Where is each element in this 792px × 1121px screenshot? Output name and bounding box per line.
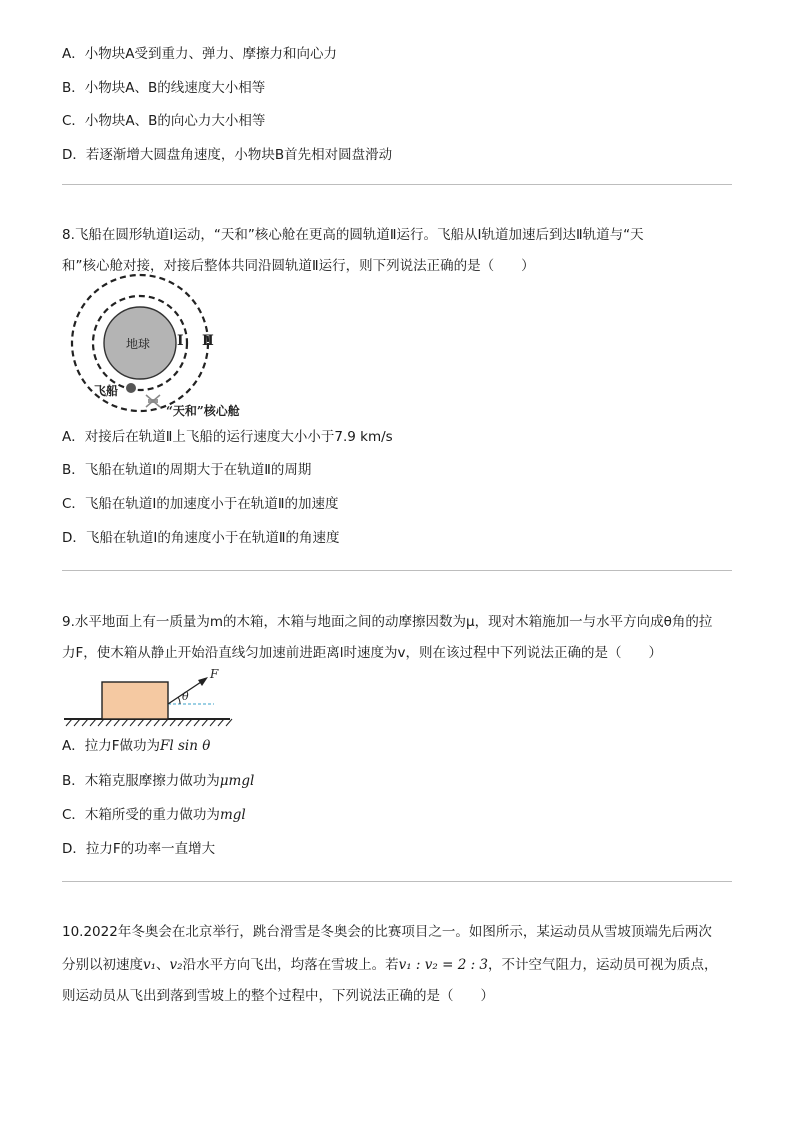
q7-option-a: A．小物块A受到重力、弹力、摩擦力和向心力 (62, 46, 337, 62)
q9-option-b-formula: μmgl (219, 773, 255, 789)
q9-option-a-formula: Fl sin θ (160, 738, 211, 754)
spaceship-label: 飞船 (94, 384, 119, 398)
q8-option-a: A．对接后在轨道Ⅱ上飞船的运行速度大小小于7.9 km/s (62, 429, 393, 445)
q8-stem-line-1: 8.飞船在圆形轨道Ⅰ运动，“天和”核心舱在更高的圆轨道Ⅱ运行。飞船从Ⅰ轨道加速后到达Ⅱ轨道与“天 (62, 227, 644, 243)
q8-option-d: D．飞船在轨道Ⅰ的角速度小于在轨道Ⅱ的角速度 (62, 530, 340, 546)
q10-v2: v₂ (169, 957, 183, 973)
q9-option-c-formula: mgl (219, 807, 246, 823)
q9-option-c-text: C．木箱所受的重力做功为 (62, 807, 220, 823)
q9-option-a-text: A．拉力F做功为 (62, 738, 161, 754)
station-icon (146, 395, 160, 407)
orbit-diagram (62, 285, 282, 420)
arrowhead-icon (198, 677, 208, 686)
divider (62, 570, 732, 571)
q10-text: 、 (156, 957, 170, 973)
q9-option-d: D．拉力F的功率一直增大 (62, 841, 216, 857)
q9-option-c (62, 805, 246, 825)
q10-v1: v₁ (143, 957, 157, 973)
q10-ratio: v₁ : v₂ = 2 : 3 (398, 957, 489, 973)
q8-option-b: B．飞船在轨道Ⅰ的周期大于在轨道Ⅱ的周期 (62, 462, 312, 478)
ground-hatching (66, 719, 232, 726)
wooden-box (102, 682, 168, 719)
q10-text: 分别以初速度 (62, 957, 143, 973)
spaceship (126, 383, 136, 393)
q8-option-c: C．飞船在轨道Ⅰ的加速度小于在轨道Ⅱ的加速度 (62, 496, 339, 512)
q10-stem-line-2 (62, 955, 718, 975)
q9-stem-line-1: 9.水平地面上有一质量为m的木箱，木箱与地面之间的动摩擦因数为μ，现对木箱施加一与水平方向成θ角的拉 (62, 614, 713, 630)
divider (62, 881, 732, 882)
q10-text: ，不计空气阻力，运动员可视为质点， (488, 957, 718, 973)
q9-option-b (62, 771, 254, 791)
q9-stem-line-2: 力F，使木箱从静止开始沿直线匀加速前进距离l时速度为v，则在该过程中下列说法正确的是（ ） (62, 645, 663, 661)
force-label: F (210, 667, 219, 681)
q8-stem-line-2: 和”核心舱对接，对接后整体共同沿圆轨道Ⅱ运行，则下列说法正确的是（ ） (62, 258, 535, 274)
q9-option-a (62, 736, 210, 756)
q10-stem-line-3: 则运动员从飞出到落到雪坡上的整个过程中，下列说法正确的是（ ） (62, 988, 494, 1004)
orbit-ii-label: Ⅱ (202, 333, 214, 349)
orbit-i-label: Ⅰ (177, 333, 184, 349)
divider (62, 184, 732, 185)
q7-option-b: B．小物块A、B的线速度大小相等 (62, 80, 266, 96)
q9-option-b-text: B．木箱克服摩擦力做功为 (62, 773, 220, 789)
q10-stem-line-1: 10.2022年冬奥会在北京举行，跳台滑雪是冬奥会的比赛项目之一。如图所示，某运动员从雪坡顶端先后两次 (62, 924, 712, 940)
angle-label: θ (182, 690, 189, 703)
box-diagram (62, 666, 234, 730)
q7-option-c: C．小物块A、B的向心力大小相等 (62, 113, 266, 129)
angle-arc (178, 697, 180, 704)
q10-text: 沿水平方向飞出，均落在雪坡上。若 (182, 957, 399, 973)
station-label: “天和”核心舱 (166, 404, 240, 418)
q7-option-d: D．若逐渐增大圆盘角速度，小物块B首先相对圆盘滑动 (62, 147, 393, 163)
earth-label: 地球 (126, 337, 151, 351)
